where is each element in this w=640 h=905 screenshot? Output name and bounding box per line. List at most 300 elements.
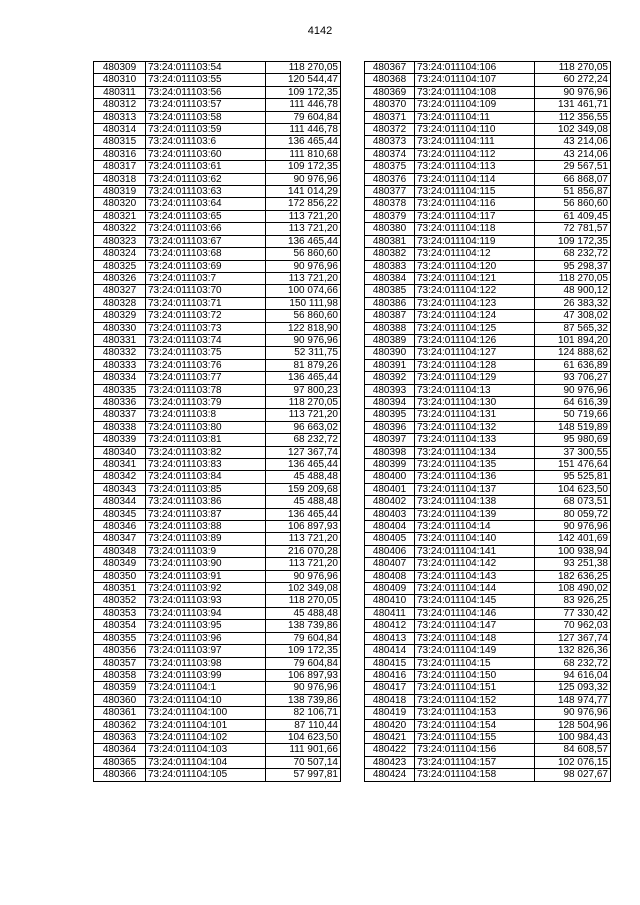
- table-row: [94, 583, 341, 595]
- table-row: [94, 248, 341, 260]
- value-cell: 57 997,81: [266, 769, 341, 781]
- value-cell: 128 504,96: [535, 719, 611, 731]
- table-row: [365, 421, 611, 433]
- row-number-cell: 480319: [94, 186, 146, 198]
- cadastral-number-cell: 73:24:011104:122: [415, 285, 535, 297]
- row-number-cell: 480398: [365, 446, 415, 458]
- row-number-cell: 480325: [94, 260, 146, 272]
- value-cell: 100 984,43: [535, 731, 611, 743]
- cadastral-number-cell: 73:24:011104:124: [415, 310, 535, 322]
- row-number-cell: 480313: [94, 111, 146, 123]
- value-cell: 142 401,69: [535, 533, 611, 545]
- value-cell: 111 901,66: [266, 744, 341, 756]
- row-number-cell: 480353: [94, 607, 146, 619]
- row-number-cell: 480402: [365, 496, 415, 508]
- value-cell: 131 461,71: [535, 99, 611, 111]
- cadastral-number-cell: 73:24:011104:134: [415, 446, 535, 458]
- row-number-cell: 480424: [365, 769, 415, 781]
- table-row: [365, 645, 611, 657]
- row-number-cell: 480379: [365, 210, 415, 222]
- table-row: [94, 434, 341, 446]
- cadastral-number-cell: 73:24:011103:62: [146, 173, 266, 185]
- table-row: [94, 769, 341, 781]
- table-row: [94, 198, 341, 210]
- table-row: [365, 210, 611, 222]
- table-row: [365, 682, 611, 694]
- value-cell: 93 251,38: [535, 558, 611, 570]
- table-row: [365, 359, 611, 371]
- value-cell: 90 976,96: [266, 682, 341, 694]
- value-cell: 43 214,06: [535, 136, 611, 148]
- cadastral-number-cell: 73:24:011104:133: [415, 434, 535, 446]
- cadastral-number-cell: 73:24:011104:154: [415, 719, 535, 731]
- table-row: [94, 260, 341, 272]
- table-row: [365, 248, 611, 260]
- row-number-cell: 480396: [365, 421, 415, 433]
- cadastral-number-cell: 73:24:011104:126: [415, 334, 535, 346]
- row-number-cell: 480327: [94, 285, 146, 297]
- value-cell: 109 172,35: [535, 235, 611, 247]
- value-cell: 94 616,04: [535, 669, 611, 681]
- cadastral-number-cell: 73:24:011104:112: [415, 148, 535, 160]
- cadastral-number-cell: 73:24:011104:121: [415, 272, 535, 284]
- table-row: [365, 669, 611, 681]
- table-row: [365, 756, 611, 768]
- cadastral-number-cell: 73:24:011103:64: [146, 198, 266, 210]
- row-number-cell: 480318: [94, 173, 146, 185]
- table-row: [94, 707, 341, 719]
- value-cell: 106 897,93: [266, 521, 341, 533]
- row-number-cell: 480360: [94, 694, 146, 706]
- row-number-cell: 480404: [365, 521, 415, 533]
- value-cell: 148 974,77: [535, 694, 611, 706]
- table-row: [94, 521, 341, 533]
- row-number-cell: 480314: [94, 124, 146, 136]
- row-number-cell: 480334: [94, 372, 146, 384]
- table-row: [365, 111, 611, 123]
- value-cell: 83 926,25: [535, 595, 611, 607]
- cadastral-number-cell: 73:24:011104:139: [415, 508, 535, 520]
- row-number-cell: 480339: [94, 434, 146, 446]
- cadastral-number-cell: 73:24:011104:155: [415, 731, 535, 743]
- cadastral-number-cell: 73:24:011104:13: [415, 384, 535, 396]
- cadastral-number-cell: 73:24:011103:60: [146, 148, 266, 160]
- value-cell: 150 111,98: [266, 297, 341, 309]
- row-number-cell: 480361: [94, 707, 146, 719]
- value-cell: 172 856,22: [266, 198, 341, 210]
- table-row: [94, 210, 341, 222]
- value-cell: 148 519,89: [535, 421, 611, 433]
- cadastral-number-cell: 73:24:011103:61: [146, 161, 266, 173]
- value-cell: 100 074,66: [266, 285, 341, 297]
- row-number-cell: 480321: [94, 210, 146, 222]
- row-number-cell: 480383: [365, 260, 415, 272]
- cadastral-number-cell: 73:24:011104:108: [415, 86, 535, 98]
- cadastral-number-cell: 73:24:011103:65: [146, 210, 266, 222]
- cadastral-number-cell: 73:24:011103:54: [146, 62, 266, 74]
- table-row: [94, 148, 341, 160]
- table-row: [365, 384, 611, 396]
- value-cell: 47 308,02: [535, 310, 611, 322]
- cadastral-number-cell: 73:24:011103:80: [146, 421, 266, 433]
- table-row: [365, 434, 611, 446]
- cadastral-number-cell: 73:24:011103:71: [146, 297, 266, 309]
- table-row: [365, 198, 611, 210]
- table-row: [94, 334, 341, 346]
- cadastral-number-cell: 73:24:011104:158: [415, 769, 535, 781]
- value-cell: 127 367,74: [266, 446, 341, 458]
- cadastral-number-cell: 73:24:011104:101: [146, 719, 266, 731]
- table-row: [365, 347, 611, 359]
- row-number-cell: 480344: [94, 496, 146, 508]
- value-cell: 43 214,06: [535, 148, 611, 160]
- value-cell: 106 897,93: [266, 669, 341, 681]
- table-row: [365, 148, 611, 160]
- cadastral-number-cell: 73:24:011103:93: [146, 595, 266, 607]
- cadastral-number-cell: 73:24:011103:79: [146, 396, 266, 408]
- value-cell: 124 888,62: [535, 347, 611, 359]
- cadastral-number-cell: 73:24:011103:57: [146, 99, 266, 111]
- row-number-cell: 480387: [365, 310, 415, 322]
- row-number-cell: 480329: [94, 310, 146, 322]
- cadastral-number-cell: 73:24:011104:146: [415, 607, 535, 619]
- row-number-cell: 480328: [94, 297, 146, 309]
- value-cell: 79 604,84: [266, 632, 341, 644]
- row-number-cell: 480343: [94, 483, 146, 495]
- row-number-cell: 480347: [94, 533, 146, 545]
- value-cell: 102 076,15: [535, 756, 611, 768]
- table-row: [94, 421, 341, 433]
- registry-table-right: [364, 61, 611, 782]
- table-row: [365, 161, 611, 173]
- table-row: [365, 235, 611, 247]
- cadastral-number-cell: 73:24:011103:81: [146, 434, 266, 446]
- row-number-cell: 480309: [94, 62, 146, 74]
- value-cell: 50 719,66: [535, 409, 611, 421]
- table-row: [365, 694, 611, 706]
- table-row: [94, 111, 341, 123]
- cadastral-number-cell: 73:24:011104:128: [415, 359, 535, 371]
- cadastral-number-cell: 73:24:011104:131: [415, 409, 535, 421]
- row-number-cell: 480356: [94, 645, 146, 657]
- value-cell: 95 525,81: [535, 471, 611, 483]
- cadastral-number-cell: 73:24:011104:137: [415, 483, 535, 495]
- row-number-cell: 480411: [365, 607, 415, 619]
- row-number-cell: 480419: [365, 707, 415, 719]
- registry-table-left: [93, 61, 341, 782]
- table-row: [94, 235, 341, 247]
- value-cell: 93 706,27: [535, 372, 611, 384]
- row-number-cell: 480417: [365, 682, 415, 694]
- cadastral-number-cell: 73:24:011104:153: [415, 707, 535, 719]
- cadastral-number-cell: 73:24:011103:97: [146, 645, 266, 657]
- cadastral-number-cell: 73:24:011103:9: [146, 545, 266, 557]
- value-cell: 97 800,23: [266, 384, 341, 396]
- row-number-cell: 480388: [365, 322, 415, 334]
- table-row: [94, 310, 341, 322]
- value-cell: 111 810,68: [266, 148, 341, 160]
- value-cell: 81 879,26: [266, 359, 341, 371]
- value-cell: 45 488,48: [266, 471, 341, 483]
- table-row: [94, 173, 341, 185]
- table-row: [365, 186, 611, 198]
- table-row: [365, 607, 611, 619]
- cadastral-number-cell: 73:24:011104:136: [415, 471, 535, 483]
- table-row: [365, 372, 611, 384]
- value-cell: 102 349,08: [535, 124, 611, 136]
- value-cell: 182 636,25: [535, 570, 611, 582]
- table-row: [94, 645, 341, 657]
- cadastral-number-cell: 73:24:011104:127: [415, 347, 535, 359]
- value-cell: 118 270,05: [535, 272, 611, 284]
- row-number-cell: 480400: [365, 471, 415, 483]
- row-number-cell: 480401: [365, 483, 415, 495]
- row-number-cell: 480386: [365, 297, 415, 309]
- value-cell: 113 721,20: [266, 558, 341, 570]
- cadastral-number-cell: 73:24:011104:103: [146, 744, 266, 756]
- row-number-cell: 480368: [365, 74, 415, 86]
- table-row: [94, 74, 341, 86]
- cadastral-number-cell: 73:24:011104:151: [415, 682, 535, 694]
- table-row: [365, 483, 611, 495]
- value-cell: 109 172,35: [266, 161, 341, 173]
- value-cell: 87 565,32: [535, 322, 611, 334]
- row-number-cell: 480362: [94, 719, 146, 731]
- row-number-cell: 480392: [365, 372, 415, 384]
- value-cell: 113 721,20: [266, 210, 341, 222]
- value-cell: 70 507,14: [266, 756, 341, 768]
- row-number-cell: 480421: [365, 731, 415, 743]
- value-cell: 118 270,05: [266, 595, 341, 607]
- row-number-cell: 480351: [94, 583, 146, 595]
- cadastral-number-cell: 73:24:011104:115: [415, 186, 535, 198]
- row-number-cell: 480394: [365, 396, 415, 408]
- row-number-cell: 480375: [365, 161, 415, 173]
- table-row: [365, 719, 611, 731]
- table-row: [365, 124, 611, 136]
- table-row: [94, 744, 341, 756]
- table-row: [365, 260, 611, 272]
- value-cell: 90 976,96: [535, 707, 611, 719]
- value-cell: 136 465,44: [266, 136, 341, 148]
- row-number-cell: 480395: [365, 409, 415, 421]
- row-number-cell: 480399: [365, 459, 415, 471]
- cadastral-number-cell: 73:24:011104:116: [415, 198, 535, 210]
- value-cell: 136 465,44: [266, 508, 341, 520]
- cadastral-number-cell: 73:24:011104:100: [146, 707, 266, 719]
- value-cell: 138 739,86: [266, 620, 341, 632]
- table-row: [94, 285, 341, 297]
- table-row: [365, 583, 611, 595]
- cadastral-number-cell: 73:24:011103:83: [146, 459, 266, 471]
- cadastral-number-cell: 73:24:011103:55: [146, 74, 266, 86]
- value-cell: 109 172,35: [266, 645, 341, 657]
- cadastral-number-cell: 73:24:011103:92: [146, 583, 266, 595]
- cadastral-number-cell: 73:24:011104:14: [415, 521, 535, 533]
- cadastral-number-cell: 73:24:011104:110: [415, 124, 535, 136]
- value-cell: 216 070,28: [266, 545, 341, 557]
- cadastral-number-cell: 73:24:011103:94: [146, 607, 266, 619]
- cadastral-number-cell: 73:24:011103:72: [146, 310, 266, 322]
- cadastral-number-cell: 73:24:011104:113: [415, 161, 535, 173]
- row-number-cell: 480342: [94, 471, 146, 483]
- cadastral-number-cell: 73:24:011104:132: [415, 421, 535, 433]
- cadastral-number-cell: 73:24:011104:129: [415, 372, 535, 384]
- row-number-cell: 480377: [365, 186, 415, 198]
- table-row: [365, 508, 611, 520]
- table-row: [365, 459, 611, 471]
- value-cell: 90 976,96: [266, 334, 341, 346]
- cadastral-number-cell: 73:24:011104:149: [415, 645, 535, 657]
- row-number-cell: 480354: [94, 620, 146, 632]
- table-row: [94, 632, 341, 644]
- cadastral-number-cell: 73:24:011103:88: [146, 521, 266, 533]
- row-number-cell: 480366: [94, 769, 146, 781]
- value-cell: 72 781,57: [535, 223, 611, 235]
- table-row: [365, 285, 611, 297]
- cadastral-number-cell: 73:24:011104:111: [415, 136, 535, 148]
- table-row: [365, 533, 611, 545]
- table-row: [94, 322, 341, 334]
- row-number-cell: 480323: [94, 235, 146, 247]
- value-cell: 56 860,60: [535, 198, 611, 210]
- row-number-cell: 480338: [94, 421, 146, 433]
- cadastral-number-cell: 73:24:011103:96: [146, 632, 266, 644]
- table-row: [94, 86, 341, 98]
- row-number-cell: 480378: [365, 198, 415, 210]
- table-row: [94, 471, 341, 483]
- table-row: [94, 558, 341, 570]
- table-row: [94, 347, 341, 359]
- value-cell: 52 311,75: [266, 347, 341, 359]
- row-number-cell: 480376: [365, 173, 415, 185]
- value-cell: 90 976,96: [535, 86, 611, 98]
- cadastral-number-cell: 73:24:011103:95: [146, 620, 266, 632]
- cadastral-number-cell: 73:24:011103:84: [146, 471, 266, 483]
- table-row: [94, 620, 341, 632]
- row-number-cell: 480385: [365, 285, 415, 297]
- value-cell: 95 298,37: [535, 260, 611, 272]
- table-row: [94, 161, 341, 173]
- cadastral-number-cell: 73:24:011104:135: [415, 459, 535, 471]
- row-number-cell: 480345: [94, 508, 146, 520]
- table-row: [94, 508, 341, 520]
- value-cell: 118 270,05: [535, 62, 611, 74]
- cadastral-number-cell: 73:24:011104:106: [415, 62, 535, 74]
- value-cell: 151 476,64: [535, 459, 611, 471]
- row-number-cell: 480330: [94, 322, 146, 334]
- table-row: [365, 396, 611, 408]
- table-row: [94, 682, 341, 694]
- value-cell: 37 300,55: [535, 446, 611, 458]
- table-row: [94, 384, 341, 396]
- table-row: [94, 186, 341, 198]
- row-number-cell: 480408: [365, 570, 415, 582]
- cadastral-number-cell: 73:24:011103:78: [146, 384, 266, 396]
- value-cell: 138 739,86: [266, 694, 341, 706]
- row-number-cell: 480355: [94, 632, 146, 644]
- value-cell: 90 976,96: [266, 570, 341, 582]
- cadastral-number-cell: 73:24:011104:109: [415, 99, 535, 111]
- table-row: [365, 496, 611, 508]
- table-row: [94, 409, 341, 421]
- value-cell: 101 894,20: [535, 334, 611, 346]
- cadastral-number-cell: 73:24:011104:144: [415, 583, 535, 595]
- table-row: [94, 533, 341, 545]
- value-cell: 118 270,05: [266, 62, 341, 74]
- row-number-cell: 480336: [94, 396, 146, 408]
- cadastral-number-cell: 73:24:011103:76: [146, 359, 266, 371]
- row-number-cell: 480352: [94, 595, 146, 607]
- table-row: [94, 446, 341, 458]
- row-number-cell: 480367: [365, 62, 415, 74]
- value-cell: 111 446,78: [266, 124, 341, 136]
- table-row: [365, 731, 611, 743]
- value-cell: 48 900,12: [535, 285, 611, 297]
- value-cell: 60 272,24: [535, 74, 611, 86]
- row-number-cell: 480365: [94, 756, 146, 768]
- cadastral-number-cell: 73:24:011103:87: [146, 508, 266, 520]
- cadastral-number-cell: 73:24:011104:11: [415, 111, 535, 123]
- cadastral-number-cell: 73:24:011103:58: [146, 111, 266, 123]
- row-number-cell: 480413: [365, 632, 415, 644]
- value-cell: 61 636,89: [535, 359, 611, 371]
- value-cell: 68 232,72: [535, 248, 611, 260]
- cadastral-number-cell: 73:24:011104:15: [415, 657, 535, 669]
- value-cell: 141 014,29: [266, 186, 341, 198]
- cadastral-number-cell: 73:24:011104:114: [415, 173, 535, 185]
- table-row: [365, 297, 611, 309]
- cadastral-number-cell: 73:24:011103:75: [146, 347, 266, 359]
- table-row: [365, 744, 611, 756]
- table-row: [365, 62, 611, 74]
- cadastral-number-cell: 73:24:011103:8: [146, 409, 266, 421]
- table-row: [94, 483, 341, 495]
- value-cell: 68 232,72: [266, 434, 341, 446]
- row-number-cell: 480382: [365, 248, 415, 260]
- value-cell: 159 209,68: [266, 483, 341, 495]
- value-cell: 45 488,48: [266, 607, 341, 619]
- cadastral-number-cell: 73:24:011104:104: [146, 756, 266, 768]
- row-number-cell: 480349: [94, 558, 146, 570]
- cadastral-number-cell: 73:24:011104:105: [146, 769, 266, 781]
- row-number-cell: 480312: [94, 99, 146, 111]
- table-row: [94, 570, 341, 582]
- value-cell: 98 027,67: [535, 769, 611, 781]
- value-cell: 113 721,20: [266, 272, 341, 284]
- table-row: [365, 310, 611, 322]
- row-number-cell: 480357: [94, 657, 146, 669]
- table-row: [365, 707, 611, 719]
- row-number-cell: 480418: [365, 694, 415, 706]
- row-number-cell: 480359: [94, 682, 146, 694]
- value-cell: 64 616,39: [535, 396, 611, 408]
- table-row: [365, 657, 611, 669]
- row-number-cell: 480340: [94, 446, 146, 458]
- value-cell: 70 962,03: [535, 620, 611, 632]
- table-row: [94, 223, 341, 235]
- value-cell: 109 172,35: [266, 86, 341, 98]
- row-number-cell: 480311: [94, 86, 146, 98]
- table-row: [365, 99, 611, 111]
- table-row: [365, 334, 611, 346]
- table-row: [365, 272, 611, 284]
- table-row: [365, 136, 611, 148]
- value-cell: 79 604,84: [266, 111, 341, 123]
- row-number-cell: 480317: [94, 161, 146, 173]
- value-cell: 136 465,44: [266, 459, 341, 471]
- table-row: [365, 558, 611, 570]
